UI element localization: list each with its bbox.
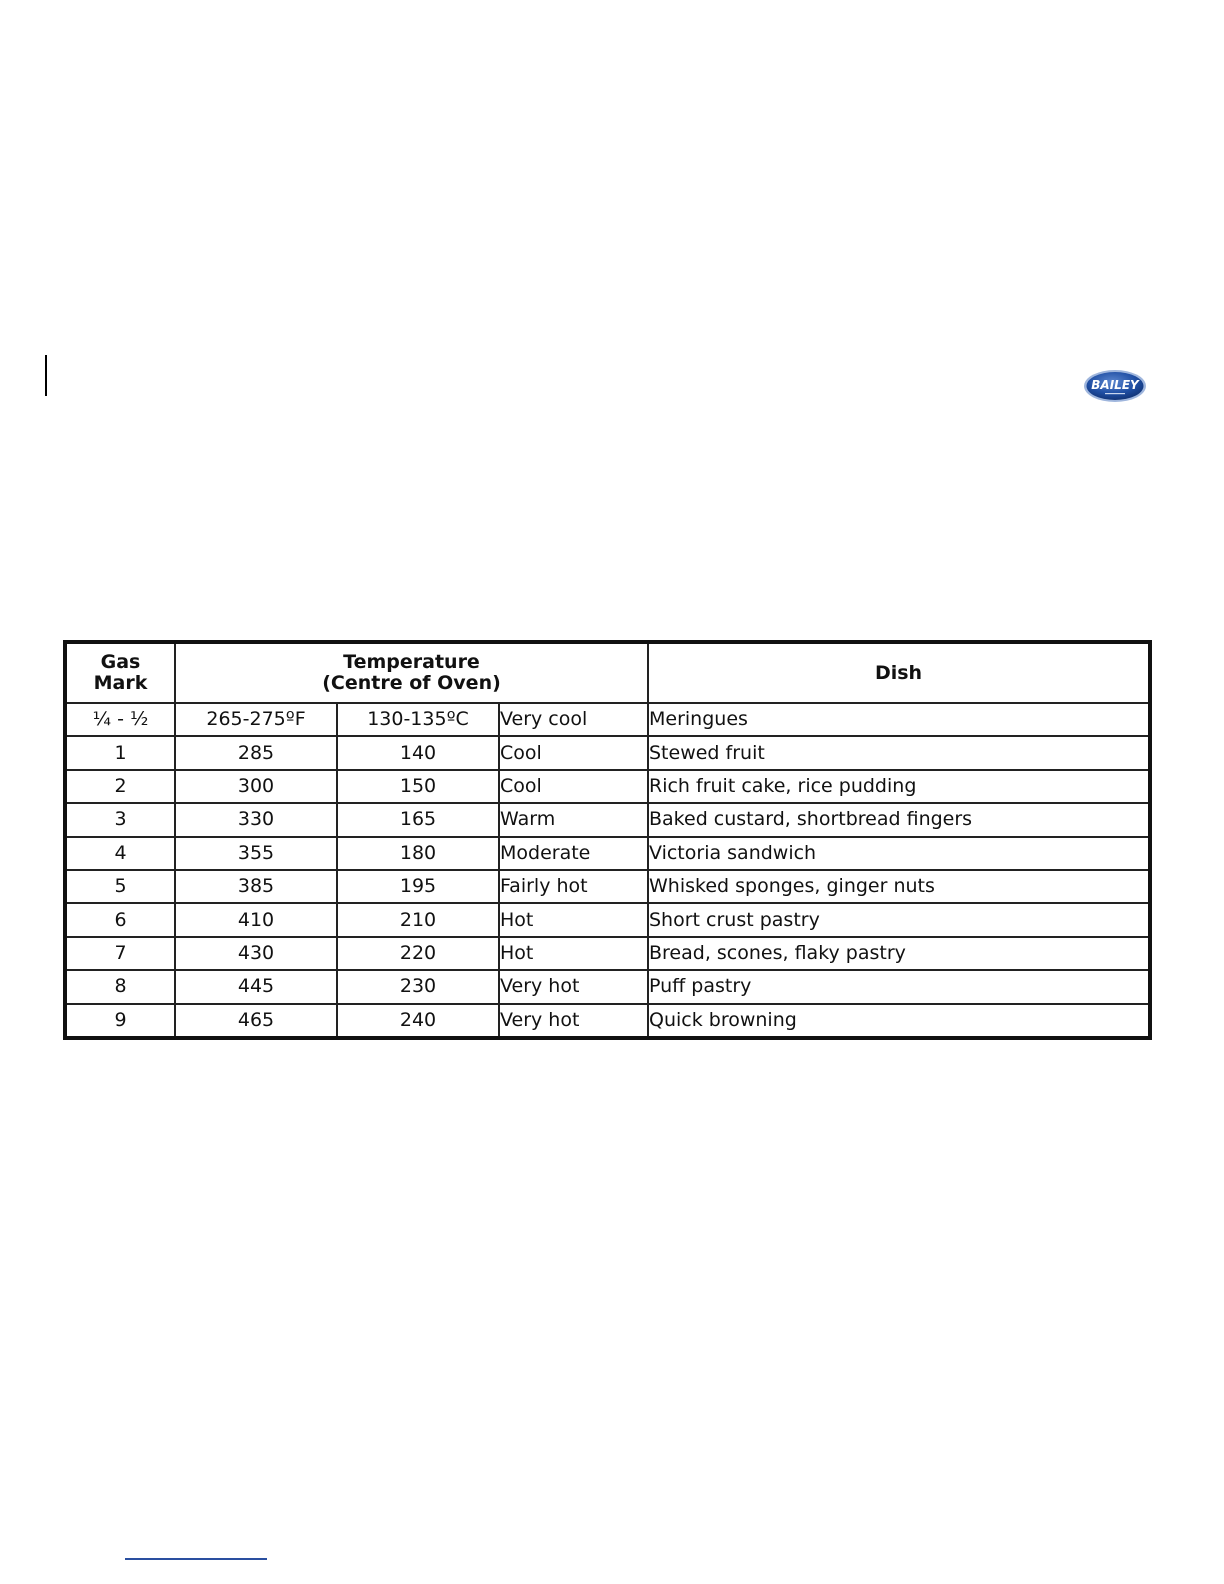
- cell-description: Very cool: [499, 703, 648, 736]
- cell-gas-mark: 4: [65, 837, 175, 870]
- header-gas-mark: [65, 642, 175, 703]
- cell-dish: Bread, scones, flaky pastry: [648, 937, 1150, 970]
- table-row: [65, 903, 1150, 936]
- table-row: [65, 1004, 1150, 1038]
- cell-description: Very hot: [499, 1004, 648, 1038]
- cell-fahrenheit: 445: [175, 970, 337, 1003]
- cell-gas-mark: 7: [65, 937, 175, 970]
- cell-fahrenheit: 265-275ºF: [175, 703, 337, 736]
- cell-gas-mark: 5: [65, 870, 175, 903]
- cell-fahrenheit: 410: [175, 903, 337, 936]
- logo-text: BAILEY: [1091, 378, 1139, 392]
- cell-gas-mark: ¼ - ½: [65, 703, 175, 736]
- cell-celsius: 210: [337, 903, 499, 936]
- header-row: [65, 642, 1150, 703]
- table-row: [65, 703, 1150, 736]
- cell-description: Hot: [499, 937, 648, 970]
- cell-fahrenheit: 300: [175, 770, 337, 803]
- cell-celsius: 140: [337, 736, 499, 769]
- cell-gas-mark: 1: [65, 736, 175, 769]
- footer-rule: [125, 1558, 267, 1560]
- cell-celsius: 150: [337, 770, 499, 803]
- cell-gas-mark: 9: [65, 1004, 175, 1038]
- cell-celsius: 130-135ºC: [337, 703, 499, 736]
- bailey-logo: [1083, 368, 1147, 404]
- cell-celsius: 220: [337, 937, 499, 970]
- cell-fahrenheit: 330: [175, 803, 337, 836]
- cell-dish: Rich fruit cake, rice pudding: [648, 770, 1150, 803]
- gas-mark-table: [63, 640, 1152, 1040]
- cell-dish: Victoria sandwich: [648, 837, 1150, 870]
- cell-gas-mark: 2: [65, 770, 175, 803]
- cell-description: Cool: [499, 770, 648, 803]
- cell-celsius: 230: [337, 970, 499, 1003]
- cell-dish: Short crust pastry: [648, 903, 1150, 936]
- header-temperature-text: Temperature (Centre of Oven): [322, 651, 501, 694]
- cell-gas-mark: 8: [65, 970, 175, 1003]
- cell-dish: Puff pastry: [648, 970, 1150, 1003]
- cell-fahrenheit: 385: [175, 870, 337, 903]
- gas-mark-table-wrap: [63, 640, 1152, 1040]
- cell-dish: Stewed fruit: [648, 736, 1150, 769]
- cell-description: Warm: [499, 803, 648, 836]
- table-row: [65, 837, 1150, 870]
- cell-description: Hot: [499, 903, 648, 936]
- header-gas-mark-text: Gas Mark: [93, 651, 148, 694]
- cell-description: Cool: [499, 736, 648, 769]
- table-row: [65, 970, 1150, 1003]
- header-dish-text: Dish: [874, 661, 923, 684]
- cell-dish: Quick browning: [648, 1004, 1150, 1038]
- table-row: [65, 736, 1150, 769]
- margin-bar: [45, 355, 47, 396]
- cell-celsius: 165: [337, 803, 499, 836]
- cell-description: Very hot: [499, 970, 648, 1003]
- table-row: [65, 870, 1150, 903]
- cell-description: Fairly hot: [499, 870, 648, 903]
- cell-gas-mark: 3: [65, 803, 175, 836]
- table-row: [65, 937, 1150, 970]
- cell-gas-mark: 6: [65, 903, 175, 936]
- cell-fahrenheit: 355: [175, 837, 337, 870]
- header-dish: [648, 642, 1150, 703]
- cell-fahrenheit: 430: [175, 937, 337, 970]
- cell-dish: Whisked sponges, ginger nuts: [648, 870, 1150, 903]
- cell-celsius: 195: [337, 870, 499, 903]
- table-row: [65, 803, 1150, 836]
- table-body: [65, 703, 1150, 1038]
- cell-dish: Baked custard, shortbread fingers: [648, 803, 1150, 836]
- table-row: [65, 770, 1150, 803]
- cell-fahrenheit: 465: [175, 1004, 337, 1038]
- cell-celsius: 240: [337, 1004, 499, 1038]
- header-temperature: [175, 642, 648, 703]
- cell-description: Moderate: [499, 837, 648, 870]
- cell-dish: Meringues: [648, 703, 1150, 736]
- cell-fahrenheit: 285: [175, 736, 337, 769]
- cell-celsius: 180: [337, 837, 499, 870]
